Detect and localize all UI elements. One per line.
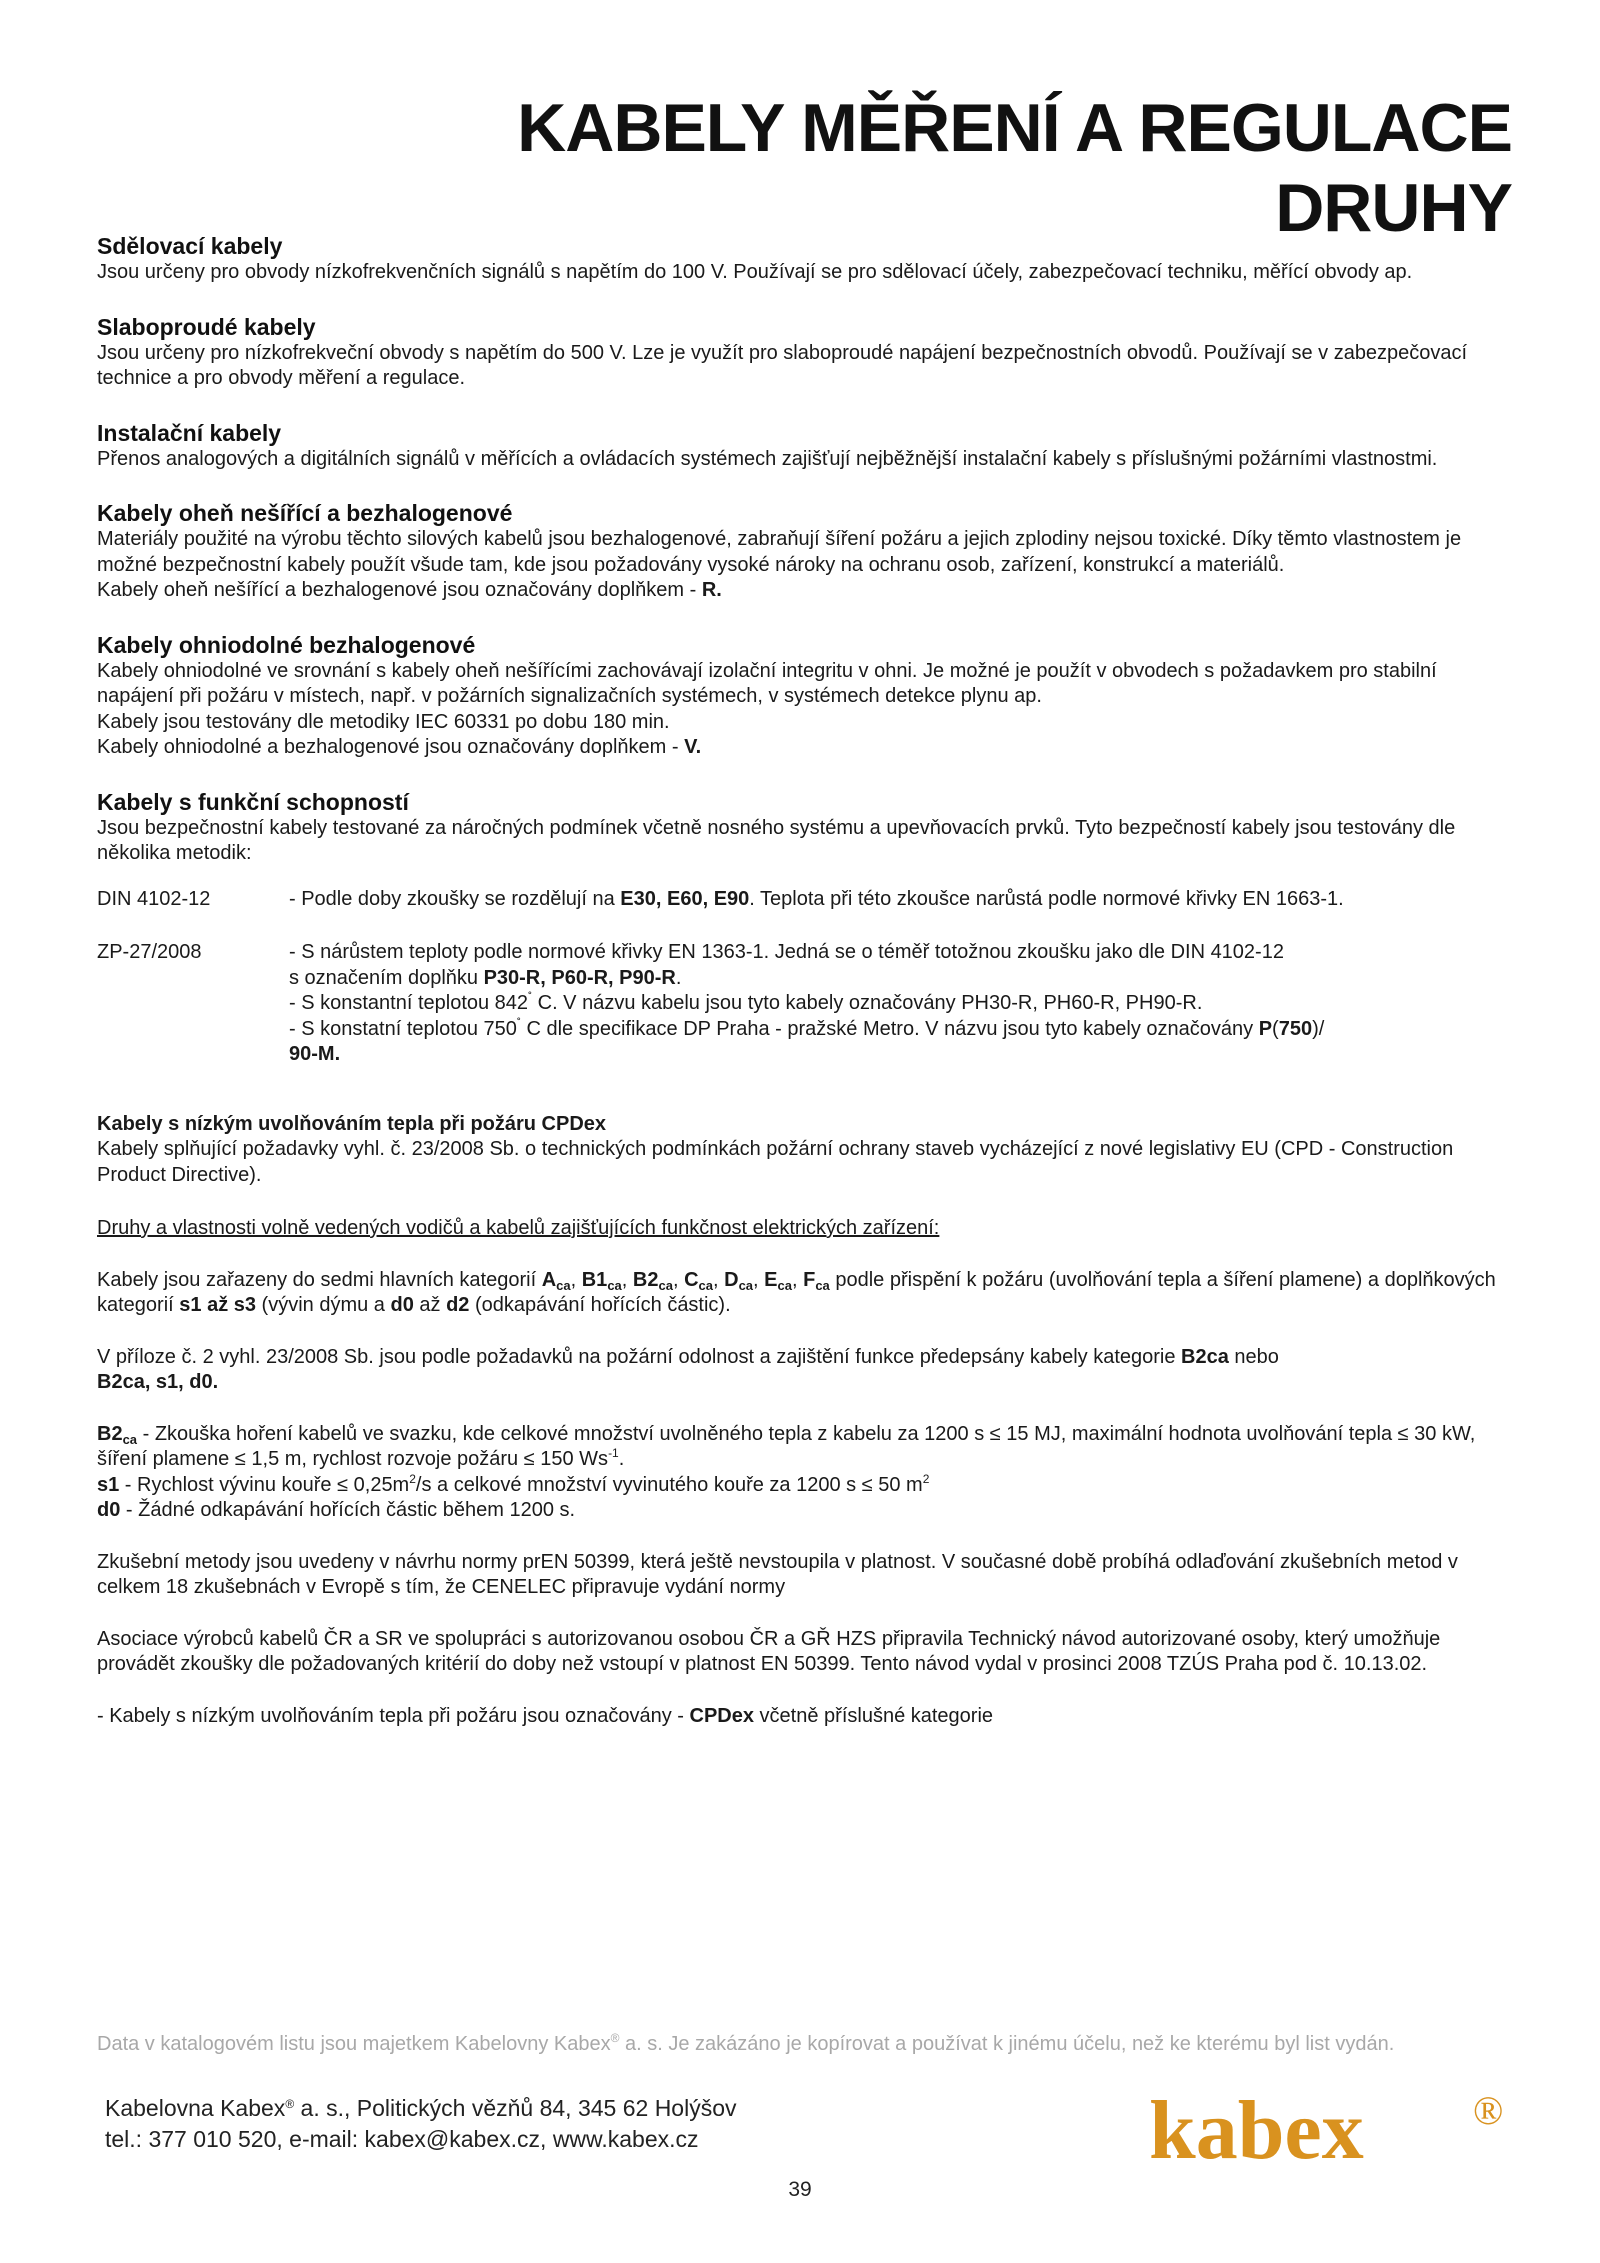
category-code-sub: ca: [607, 1277, 622, 1293]
category-code: B1: [581, 1268, 608, 1291]
zp-line-4: [289, 1017, 1515, 1068]
class-code: s1 až s3: [179, 1294, 256, 1316]
marking-text: Kabely ohniodolné a bezhalogenové jsou označovány doplňkem -: [97, 736, 685, 758]
degree-mark: ˚: [516, 1015, 521, 1030]
category-code: A: [541, 1268, 557, 1291]
category-code-sub: ca: [556, 1277, 571, 1293]
class-code: B2ca: [1181, 1345, 1229, 1368]
class-code: 750: [1278, 1017, 1313, 1040]
section-fire-resistant-cables: [97, 632, 1515, 761]
category-code-sub: ca: [738, 1277, 754, 1293]
text-run: a. s. Je zakázáno je kopírovat a používat k jinému účelu, než ke kterému byl list vydán.: [619, 2033, 1395, 2055]
separator: ,: [621, 1268, 633, 1291]
category-code-sub: ca: [777, 1277, 792, 1293]
section-heading: Kabely ohniodolné bezhalogenové: [97, 631, 476, 658]
main-content: [97, 233, 1515, 1755]
text-run: - Kabely s nízkým uvolňováním tepla při požáru jsou označovány -: [97, 1704, 690, 1727]
class-codes: P30-R, P60-R, P90-R: [483, 966, 676, 989]
page-number: 39: [788, 2178, 812, 2201]
registered-mark: ®: [610, 2031, 620, 2045]
section-cpdex: [97, 1112, 1515, 1730]
kabex-logo: [1145, 2078, 1525, 2168]
category-code-sub: ca: [815, 1277, 830, 1293]
section-heading: Sdělovací kabely: [97, 233, 283, 259]
cpdex-annex: [97, 1345, 1515, 1396]
page-title-line-2: DRUHY: [1275, 170, 1512, 246]
category-code: B2: [632, 1268, 659, 1291]
category-code: F: [803, 1268, 816, 1291]
class-code: P: [1258, 1017, 1273, 1040]
text-run: včetně příslušné kategorie: [754, 1704, 994, 1727]
text-run: C dle specifikace DP Praha - pražské Metro. V názvu jsou tyto kabely označovány: [520, 1017, 1259, 1040]
kabex-logo-text: kabex: [1149, 2084, 1364, 2168]
zp-line-1: - S nárůstem teploty podle normové křivky EN 1363-1. Jedná se o téměř totožnou zkoušku jako dle DIN 4102-12: [289, 941, 1284, 963]
cpdex-underlined-heading: Druhy a vlastnosti volně vedených vodičů a kabelů zajišťujících funkčnost elektrických zařízení:: [97, 1217, 940, 1239]
marking-code: R.: [701, 579, 722, 601]
section-text: Materiály použité na výrobu těchto silových kabelů jsou bezhalogenové, zabraňují šíření požáru a jejich zplodiny nejsou toxické. Díky těmto vlastnostem je možné bezpečnostní kabely použít všude tam, kde jsou požadovány vysoké nároky na ochranu osob, zařízení, konstrukcí a materiálů.: [97, 528, 1462, 576]
superscript: 2: [922, 1471, 930, 1486]
cpdex-intro: Kabely splňující požadavky vyhl. č. 23/2008 Sb. o technických podmínkách požární ochrany staveb vycházející z nové legislativy EU (CPD - Construction Product Directive).: [97, 1138, 1454, 1186]
separator: ,: [570, 1268, 582, 1291]
section-halogen-free-cables: [97, 500, 1515, 604]
text-run: Kabely jsou zařazeny do sedmi hlavních kategorií: [97, 1268, 542, 1291]
section-text: Jsou určeny pro nízkofrekveční obvody s napětím do 500 V. Lze je využít pro slaboproudé napájení bezpečnostních obvodů. Používají se v zabezpečovací technice a pro obvody měření a regulace.: [97, 341, 1468, 389]
class-code-sub: ca: [122, 1431, 138, 1447]
text-run: s označením doplňku: [289, 966, 484, 989]
text-run: C. V názvu kabelu jsou tyto kabely označovány PH30-R, PH60-R, PH90-R.: [532, 992, 1203, 1014]
text-run: - Rychlost vývinu kouře ≤ 0,25m: [119, 1473, 410, 1496]
footer-copyright-note: [97, 2032, 1515, 2057]
class-code: 90-M.: [289, 1043, 341, 1065]
section-text: Kabely ohniodolné ve srovnání s kabely oheň nešířícími zachovávají izolační integritu v ohni. Je možné je použít v obvodech s požadavkem pro stabilní napájení při požáru v místech, např. v požárních signalizačních systémech, v systémech detekce plynu ap.: [97, 659, 1437, 707]
class-code: d2: [446, 1294, 470, 1316]
section-text: Jsou bezpečnostní kabely testované za náročných podmínek včetně nosného systému a upevňovacích prvků. Tyto bezpečností kabely jsou testovány dle několika metodik:: [97, 816, 1456, 864]
text-run: (odkapávání hořících částic).: [469, 1294, 731, 1316]
degree-mark: ˚: [528, 990, 533, 1004]
company-contact: tel.: 377 010 520, e-mail: kabex@kabex.cz, www.kabex.cz: [105, 2126, 699, 2152]
class-codes: E30, E60, E90: [620, 887, 750, 910]
class-code: s1: [97, 1473, 120, 1496]
d0-definition: [97, 1498, 1515, 1524]
section-heading: Kabely s nízkým uvolňováním tepla při požáru CPDex: [97, 1112, 607, 1135]
text-run: - S konstantní teplotou 842: [289, 992, 529, 1014]
section-heading: Kabely s funkční schopností: [97, 788, 409, 815]
text-run: .: [675, 966, 682, 989]
section-text-test: Kabely jsou testovány dle metodiky IEC 60331 po dobu 180 min.: [97, 710, 670, 733]
marking-line: [97, 735, 1515, 761]
text-run: - Podle doby zkoušky se rozdělují na: [289, 887, 621, 910]
superscript: 2: [409, 1471, 416, 1486]
kabex-logo-registered-mark: ®: [1473, 2088, 1504, 2133]
zp-line-2: [289, 966, 1515, 992]
marking-text: Kabely oheň nešířící a bezhalogenové jsou označovány doplňkem -: [97, 579, 702, 601]
text-run: )/: [1312, 1017, 1325, 1040]
zp-line-3: [289, 991, 1515, 1017]
cpdex-final: [97, 1704, 1515, 1730]
text-run: - S konstatní teplotou 750: [289, 1017, 517, 1040]
section-communication-cables: [97, 233, 1515, 286]
registered-mark: ®: [285, 2097, 295, 2111]
section-text: Jsou určeny pro obvody nízkofrekvenčních signálů s napětím do 100 V. Používají se pro sdělovací účely, zabezpečovací techniku, měřící obvody ap.: [97, 261, 1413, 283]
class-code: B2: [97, 1422, 123, 1445]
text-run: a. s., Politických vězňů 84, 345 62 Holýšov: [294, 2095, 737, 2121]
section-heading: Instalační kabely: [97, 419, 282, 446]
section-function-cables: [97, 789, 1515, 1068]
cpdex-definitions: [97, 1422, 1515, 1524]
class-code: B2ca, s1, d0.: [97, 1371, 219, 1393]
class-code: d0: [390, 1294, 414, 1316]
method-description: [289, 940, 1515, 1068]
text-run: . Teplota při této zkoušce narůstá podle normové křivky EN 1663-1.: [749, 887, 1344, 910]
text-run: - Žádné odkapávání hořících částic během 1200 s.: [120, 1499, 576, 1521]
b2ca-definition: [97, 1422, 1515, 1473]
separator: ,: [753, 1268, 765, 1291]
text-run: (: [1272, 1017, 1279, 1040]
text-run: .: [618, 1448, 625, 1470]
category-code: C: [684, 1268, 699, 1291]
marking-code: V.: [684, 736, 702, 758]
superscript: -1: [608, 1446, 619, 1460]
method-zp: [97, 940, 1515, 1068]
s1-definition: [97, 1473, 1515, 1499]
text-run: až: [413, 1294, 447, 1316]
section-heading: Kabely oheň nešířící a bezhalogenové: [97, 500, 513, 526]
text-run: /s a celkové množství vyvinutého kouře za 1200 s ≤ 50 m: [415, 1473, 923, 1496]
class-code: d0: [97, 1499, 121, 1521]
category-code-sub: ca: [658, 1277, 673, 1293]
marking-line: [97, 578, 1515, 604]
text-run: Data v katalogovém listu jsou majetkem Kabelovny Kabex: [97, 2033, 611, 2055]
company-line: [105, 2093, 1005, 2124]
separator: ,: [713, 1268, 725, 1291]
page-title-line-1: KABELY MĚŘENÍ A REGULACE: [517, 90, 1512, 166]
text-run: nebo: [1228, 1345, 1279, 1368]
text-run: (vývin dýmu a: [256, 1294, 391, 1316]
text-run: - Zkouška hoření kabelů ve svazku, kde celkové množství uvolněného tepla z kabelu za 1200 s ≤ 15 MJ, maximální hodnota uvolňování tepla ≤ 30 kW, šíření plamene ≤ 1,5 m, rychlost rozvoje požáru ≤ 150 Ws: [97, 1422, 1476, 1470]
section-low-current-cables: [97, 314, 1515, 392]
category-code: D: [724, 1268, 739, 1291]
category-list: [542, 1269, 836, 1291]
class-code: CPDex: [689, 1704, 754, 1727]
page-title: [412, 88, 1512, 248]
text-run: V příloze č. 2 vyhl. 23/2008 Sb. jsou podle požadavků na požární odolnost a zajištění funkce předepsány kabely kategorie: [97, 1345, 1182, 1368]
method-description: [289, 887, 1515, 913]
method-din: [97, 887, 1515, 913]
method-code: ZP-27/2008: [97, 941, 202, 963]
cpdex-categories: [97, 1268, 1515, 1319]
category-code-sub: ca: [698, 1277, 713, 1293]
text-run: podle přispění k požáru (uvolňování tepla a šíření plamene) a doplňkových kategorií: [97, 1268, 1496, 1316]
section-heading: Slaboproudé kabely: [97, 313, 316, 340]
cpdex-methods: Zkušební metody jsou uvedeny v návrhu normy prEN 50399, která ještě nevstoupila v platnost. V současné době probíhá odlaďování zkušebních metod v celkem 18 zkušebnách v Evropě s tím, že CENELEC připravuje vydání normy: [97, 1550, 1458, 1598]
separator: ,: [791, 1268, 804, 1291]
cpdex-association: Asociace výrobců kabelů ČR a SR ve spolupráci s autorizovanou osobou ČR a GŘ HZS připravila Technický návod autorizované osoby, který umožňuje provádět zkoušky dle požadovaných kritérií do doby než vstoupí v platnost EN 50399. Tento návod vydal v prosinci 2008 TZÚS Praha pod č. 10.13.02.: [97, 1627, 1441, 1675]
separator: ,: [672, 1268, 685, 1291]
section-text: Přenos analogových a digitálních signálů v měřících a ovládacích systémech zajišťují nejběžnější instalační kabely s příslušnými požárními vlastnostmi.: [97, 447, 1438, 470]
method-code: DIN 4102-12: [97, 887, 211, 910]
category-code: E: [764, 1268, 778, 1291]
text-run: Kabelovna Kabex: [105, 2095, 286, 2121]
company-address: [105, 2093, 1005, 2155]
section-installation-cables: [97, 420, 1515, 473]
